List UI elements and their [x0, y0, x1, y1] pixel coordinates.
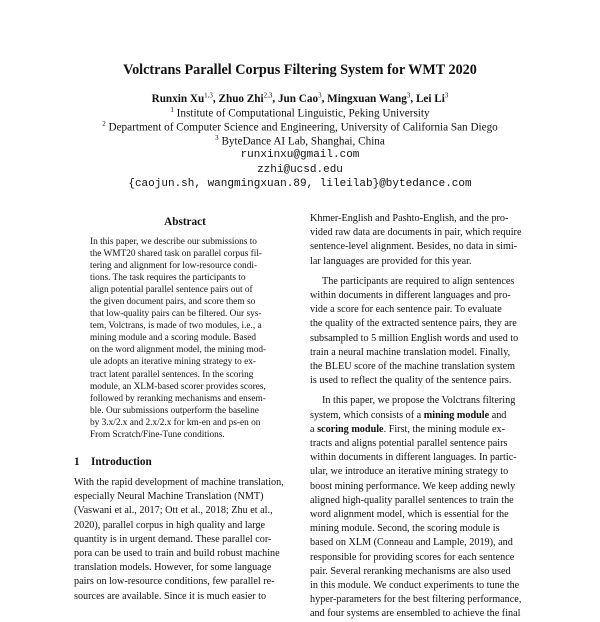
body-line: train a neural machine translation model. Finally, — [310, 346, 511, 358]
affiliation-2: $^2$ Department of Computer Science and Engineering, University of California San Diego — [102, 120, 498, 134]
section-number: 1 — [74, 456, 80, 468]
abstract-line: tions. The task requires the participants to — [90, 273, 246, 284]
section-title: Introduction — [91, 456, 152, 468]
author: Jun Cao$^3$ — [277, 91, 322, 105]
abstract-line: module, an XLM-based scorer provides scores, — [90, 381, 266, 392]
body-line: in this module. We conduct experiments to tune the — [310, 580, 520, 592]
email-1: runxinxu@gmail.com — [240, 149, 360, 161]
abstract-line: followed by reranking mechanisms and ensem- — [90, 393, 266, 404]
body-line: sources are available. Since it is much easier to — [74, 590, 267, 602]
paper-title: Volctrans Parallel Corpus Filtering System for WMT 2020 — [123, 62, 477, 78]
body-line: a scoring module. First, the mining module ex- — [310, 423, 505, 435]
abstract-line: that low-quality pairs can be filtered. Our sys- — [90, 309, 262, 320]
body-line: aligned high-quality parallel sentences to train the — [310, 494, 514, 506]
body-line: Khmer-English and Pashto-English, and the pro- — [310, 213, 509, 224]
body-line: (Vaswani et al., 2017; Ott et al., 2018; Zhu et al., — [74, 505, 273, 517]
body-line: subsampled to 5 million English words and used to — [310, 332, 519, 344]
body-line: pora can be used to train and build robust machine — [74, 548, 280, 560]
body-line: based on XLM (Conneau and Lample, 2019), and — [310, 537, 513, 549]
abstract-line: From Scratch/Fine-Tune conditions. — [90, 429, 225, 440]
body-line: sentence-level alignment. Besides, no data in simi- — [310, 241, 518, 253]
section-heading — [74, 456, 152, 468]
body-line: mining module. Second, the scoring module is — [310, 523, 500, 535]
abstract-line: tering and alignment for low-resource condi- — [90, 261, 258, 272]
body-line: especially Neural Machine Translation (NMT) — [74, 491, 264, 503]
abstract-line: ble. Our submissions outperform the baseline — [90, 405, 259, 416]
body-line: is used to reflect the quality of the sentence pairs. — [310, 375, 512, 387]
body-line: quantity is in urgent demand. These parallel cor- — [74, 533, 272, 545]
body-line: tracts and aligns potential parallel sentence pairs — [310, 438, 508, 450]
affiliation-3: $^3$ ByteDance AI Lab, Shanghai, China — [215, 134, 385, 148]
abstract-line: the given document pairs, and score them so — [90, 297, 256, 308]
abstract-line: tract latent parallel sentences. In the scoring — [90, 369, 254, 380]
body-line: boost mining performance. We keep adding newly — [310, 480, 516, 492]
body-line: 2020), parallel corpus in high quality and large — [74, 519, 266, 531]
abstract-line: ule adopts an iterative mining strategy to ex- — [90, 357, 257, 368]
affiliation-1: $^1$ Institute of Computational Linguistic, Peking University — [170, 106, 430, 120]
body-line: The participants are required to align sentences — [322, 275, 515, 287]
body-line: With the rapid development of machine translation, — [74, 477, 284, 488]
body-line: the quality of the extracted sentence pairs, they are — [310, 318, 517, 330]
right-column-body — [310, 212, 532, 622]
author: Lei Li$^3$ — [415, 91, 449, 105]
abstract-line: the WMT20 shared task on parallel corpus fil- — [90, 249, 263, 260]
body-line: lar languages are provided for this year. — [310, 255, 472, 267]
abstract-line: align potential parallel sentence pairs out of — [90, 285, 253, 296]
email-3: {caojun.sh, wangmingxuan.89, lileilab}@bytedance.com — [128, 178, 472, 190]
abstract-line: tem, Volctrans, is made of two modules, i.e., a — [90, 321, 262, 332]
body-line: within documents in different languages. In partic- — [310, 452, 517, 464]
author: Mingxuan Wang$^3$ — [327, 91, 411, 105]
body-line: and four systems are ensembled to achieve the final — [310, 608, 521, 620]
mining-module-term: mining module — [423, 409, 490, 421]
body-line: hyper-parameters for the best filtering performance, — [310, 594, 522, 606]
left-column-body — [74, 476, 294, 604]
body-line: responsible for providing scores for each sentence — [310, 551, 515, 563]
body-line: pair. Several reranking mechanisms are also used — [310, 565, 511, 577]
abstract-line: mining module and a scoring module. Based — [90, 333, 257, 344]
body-line: translation models. However, for some language — [74, 562, 272, 574]
body-line: vided raw data are documents in pair, which require — [310, 227, 522, 239]
body-line: within documents in different languages and pro- — [310, 290, 511, 302]
author: Zhuo Zhi$^{2,3}$ — [218, 91, 273, 105]
abstract-line: In this paper, we describe our submissions to — [90, 237, 257, 247]
author: Runxin Xu$^{1,3}$ — [151, 91, 213, 105]
email-2: zzhi@ucsd.edu — [257, 164, 343, 176]
abstract-body — [90, 236, 280, 441]
body-line: vide a score for each sentence pair. To evaluate — [310, 304, 502, 316]
abstract-line: by 3.x/2.x and 2.x/2.x for km-en and ps-en on — [90, 417, 261, 428]
abstract-line: on the word alignment model, the mining mod- — [90, 345, 267, 356]
body-line: system, which consists of a mining module and — [310, 409, 507, 421]
abstract-heading: Abstract — [164, 216, 206, 228]
scoring-module-term: scoring module — [317, 423, 384, 435]
body-line: the BLEU score of the machine translation system — [310, 361, 516, 373]
author-list: Runxin Xu$^{1,3}$, Zhuo Zhi$^{2,3}$, Jun Cao$^3$, Mingxuan Wang$^3$, Lei Li$^3$ — [151, 91, 449, 105]
body-line: pairs on low-resource conditions, few parallel re- — [74, 576, 275, 588]
body-line: word alignment model, which is essential for the — [310, 509, 509, 521]
body-line: In this paper, we propose the Volctrans filtering — [322, 395, 516, 407]
body-line: ular, we introduce an iterative mining strategy to — [310, 466, 509, 478]
